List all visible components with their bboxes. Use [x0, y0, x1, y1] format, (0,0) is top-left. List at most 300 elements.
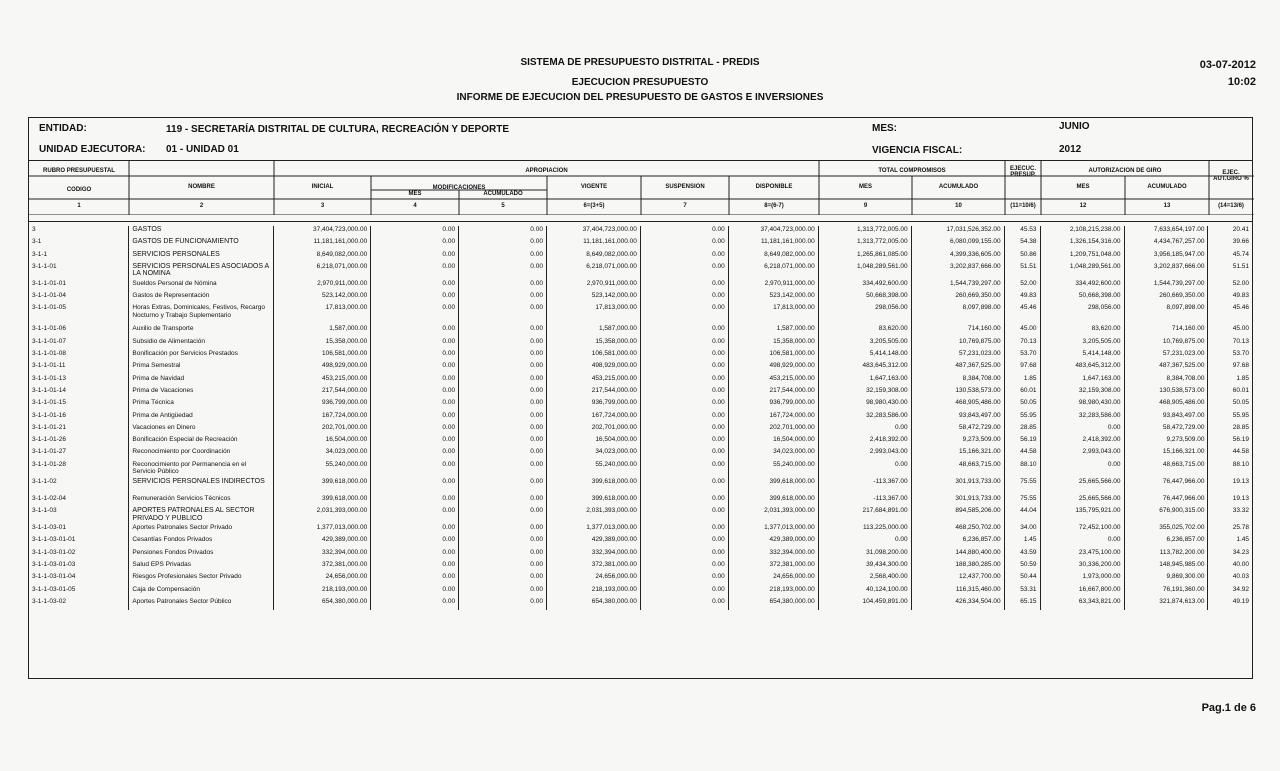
cell-value: 355,025,702.00	[1124, 524, 1208, 536]
num-1: 1	[77, 203, 81, 209]
cell-value: 1.85	[1208, 375, 1252, 387]
cell-value: 0.00	[371, 251, 459, 263]
cell-nombre: Prima Técnica	[129, 399, 274, 411]
cell-value: 9,273,509.00	[911, 436, 1004, 448]
inicial-header: INICIAL	[311, 184, 334, 190]
num-6: 6=(3+5)	[583, 203, 605, 209]
cell-value: 93,843,497.00	[911, 412, 1004, 424]
vigente-header: VIGENTE	[580, 184, 608, 190]
cell-value: 75.55	[1004, 478, 1040, 495]
cell-value: 50.05	[1004, 399, 1040, 411]
table-row	[29, 338, 1252, 350]
entidad-label: ENTIDAD:	[39, 123, 87, 134]
cell-value: 936,799,000.00	[546, 399, 640, 411]
cell-value: 32,283,586.00	[818, 412, 911, 424]
cell-value: 1,326,154,316.00	[1040, 238, 1124, 250]
cell-value: 0.00	[459, 424, 547, 436]
cell-value: 53.31	[1004, 586, 1040, 598]
table-row	[29, 436, 1252, 448]
cell-value: 15,358,000.00	[728, 338, 818, 350]
cell-value: 97.68	[1208, 362, 1252, 374]
cell-value: 19.13	[1208, 478, 1252, 495]
cell-value: 0.00	[640, 561, 728, 573]
cell-value: 217,684,891.00	[818, 507, 911, 524]
cell-value: 50,668,398.00	[818, 292, 911, 304]
cell-value: 399,618,000.00	[274, 478, 371, 495]
cell-value: 6,218,071,000.00	[546, 263, 640, 280]
cell-nombre: Reconocimiento por Coordinación	[129, 448, 274, 460]
cell-codigo: 3-1-1-01-01	[32, 279, 66, 287]
cell-value: 0.00	[371, 424, 459, 436]
cell-value: 17,031,526,352.00	[911, 226, 1004, 238]
cell-value: 0.00	[371, 561, 459, 573]
cell-value: 0.00	[459, 536, 547, 548]
cell-value: 45.00	[1208, 325, 1252, 337]
cell-value: 0.00	[640, 226, 728, 238]
table-row	[29, 495, 1252, 507]
cell-value: 429,389,000.00	[546, 536, 640, 548]
cell-nombre: Remuneración Servicios Técnicos	[129, 495, 274, 507]
cell-value: 0.00	[459, 387, 547, 399]
cell-value: 0.00	[640, 325, 728, 337]
cell-value: 6,218,071,000.00	[274, 263, 371, 280]
cell-value: 218,193,000.00	[274, 586, 371, 598]
cell-value: 0.00	[371, 448, 459, 460]
cell-value: 148,945,985.00	[1124, 561, 1208, 573]
ejec-presup-header: EJECUC. PRESUP.	[1009, 166, 1036, 178]
cell-value: 0.00	[459, 524, 547, 536]
table-row	[29, 524, 1252, 536]
cell-value: 106,581,000.00	[546, 350, 640, 362]
cell-value: 51.51	[1208, 263, 1252, 280]
cell-value: 98,980,430.00	[818, 399, 911, 411]
cell-value: 5,414,148.00	[1040, 350, 1124, 362]
cell-value: 34,023,000.00	[274, 448, 371, 460]
cell-value: 487,367,525.00	[1124, 362, 1208, 374]
cell-value: 76,447,966.00	[1124, 478, 1208, 495]
cell-value: 16,504,000.00	[728, 436, 818, 448]
cell-value: 0.00	[371, 292, 459, 304]
cell-value: 217,544,000.00	[274, 387, 371, 399]
cell-value: 0.00	[371, 436, 459, 448]
cell-value: 0.00	[1040, 536, 1124, 548]
cell-value: 56.19	[1208, 436, 1252, 448]
cell-codigo: 3-1-1-03-01-04	[32, 573, 76, 581]
cell-value: 1,209,751,048.00	[1040, 251, 1124, 263]
cell-value: 48,663,715.00	[911, 461, 1004, 478]
cell-codigo: 3-1-1-01	[32, 262, 57, 270]
cell-value: 714,160.00	[1124, 325, 1208, 337]
cell-nombre: GASTOS	[129, 226, 274, 238]
cell-value: 1,587,000.00	[274, 325, 371, 337]
cell-value: 106,581,000.00	[274, 350, 371, 362]
cell-value: 9,273,509.00	[1124, 436, 1208, 448]
cell-value: 17,813,000.00	[274, 304, 371, 325]
cell-value: 167,724,000.00	[546, 412, 640, 424]
vigencia-label: VIGENCIA FISCAL:	[872, 145, 963, 156]
cell-value: 0.00	[1040, 461, 1124, 478]
cell-nombre: Subsidio de Alimentación	[129, 338, 274, 350]
cell-value: 0.00	[371, 399, 459, 411]
cell-value: 0.00	[371, 549, 459, 561]
cell-codigo: 3	[32, 226, 36, 233]
cell-value: 55.95	[1004, 412, 1040, 424]
cell-value: 2,970,911,000.00	[546, 280, 640, 292]
cell-value: 334,492,600.00	[1040, 280, 1124, 292]
cell-value: 453,215,000.00	[546, 375, 640, 387]
cell-value: 523,142,000.00	[546, 292, 640, 304]
cell-value: 24,656,000.00	[728, 573, 818, 585]
table-row	[29, 561, 1252, 573]
cell-value: 39,434,300.00	[818, 561, 911, 573]
cell-value: 76,191,360.00	[1124, 586, 1208, 598]
cell-value: 49.83	[1208, 292, 1252, 304]
cell-value: -113,367.00	[818, 478, 911, 495]
cell-value: 15,358,000.00	[546, 338, 640, 350]
cell-value: 50,668,398.00	[1040, 292, 1124, 304]
cell-value: 0.00	[640, 399, 728, 411]
cell-value: 32,159,308.00	[818, 387, 911, 399]
cell-value: 936,799,000.00	[274, 399, 371, 411]
cell-value: 0.00	[640, 436, 728, 448]
report-date: 03-07-2012	[1199, 59, 1256, 71]
cell-value: 1,647,163.00	[1040, 375, 1124, 387]
cell-value: 57,231,023.00	[911, 350, 1004, 362]
cell-nombre: Cesantías Fondos Privados	[129, 536, 274, 548]
cell-value: 8,097,898.00	[1124, 304, 1208, 325]
cell-nombre: Bonificación por Servicios Prestados	[129, 350, 274, 362]
autorizacion-header: AUTORIZACION DE GIRO	[1088, 168, 1162, 174]
cell-value: 0.00	[371, 573, 459, 585]
cell-value: 676,900,315.00	[1124, 507, 1208, 524]
cell-value: 487,367,525.00	[911, 362, 1004, 374]
cell-value: 0.00	[459, 507, 547, 524]
cell-value: 0.00	[371, 280, 459, 292]
cell-value: 135,795,921.00	[1040, 507, 1124, 524]
cell-codigo: 3-1-1-03-01-02	[32, 548, 76, 556]
cell-value: 8,384,708.00	[1124, 375, 1208, 387]
cell-value: 0.00	[640, 524, 728, 536]
cell-value: 1,265,861,085.00	[818, 251, 911, 263]
cell-value: 0.00	[459, 251, 547, 263]
cell-value: 8,649,082,000.00	[274, 251, 371, 263]
cell-nombre: Prima de Antigüedad	[129, 412, 274, 424]
cell-value: 0.00	[640, 251, 728, 263]
cell-value: 49.19	[1208, 598, 1252, 610]
cell-value: 98,980,430.00	[1040, 399, 1124, 411]
cell-value: 1,313,772,005.00	[818, 238, 911, 250]
cell-value: 399,618,000.00	[546, 478, 640, 495]
cell-value: 0.00	[1040, 424, 1124, 436]
cell-value: 399,618,000.00	[274, 495, 371, 507]
cell-codigo: 3-1-1-03-01	[32, 524, 66, 532]
table-row	[29, 598, 1252, 610]
cell-value: 1,544,739,297.00	[1124, 280, 1208, 292]
cell-value: 0.00	[371, 304, 459, 325]
cell-value: 60.01	[1208, 387, 1252, 399]
cell-value: 32,159,308.00	[1040, 387, 1124, 399]
cell-value: 0.00	[459, 399, 547, 411]
cell-value: 0.00	[371, 495, 459, 507]
cell-value: 58,472,729.00	[911, 424, 1004, 436]
disponible-header: DISPONIBLE	[755, 184, 793, 190]
cell-value: 332,394,000.00	[728, 549, 818, 561]
cell-value: 37,404,723,000.00	[728, 226, 818, 238]
cell-value: 0.00	[640, 375, 728, 387]
cell-value: 72,452,100.00	[1040, 524, 1124, 536]
header-grid-lines	[29, 160, 1254, 215]
num-11: (11=10/6)	[1010, 203, 1036, 209]
cell-value: 3,956,185,947.00	[1124, 251, 1208, 263]
cell-nombre: SERVICIOS PERSONALES	[129, 251, 274, 263]
cell-value: 301,913,733.00	[911, 478, 1004, 495]
cell-value: 0.00	[371, 362, 459, 374]
cell-value: 0.00	[459, 412, 547, 424]
cell-value: 167,724,000.00	[728, 412, 818, 424]
cell-value: 3,205,505.00	[818, 338, 911, 350]
mes-label: MES:	[872, 123, 897, 134]
cell-value: 426,334,504.00	[911, 598, 1004, 610]
cell-value: 24,656,000.00	[274, 573, 371, 585]
cell-value: 334,492,600.00	[818, 280, 911, 292]
cell-value: 0.00	[459, 561, 547, 573]
budget-table	[29, 226, 1252, 610]
table-row	[29, 412, 1252, 424]
cell-value: 0.00	[640, 424, 728, 436]
cell-value: 106,581,000.00	[728, 350, 818, 362]
cell-nombre: Prima de Vacaciones	[129, 387, 274, 399]
cell-value: 0.00	[640, 263, 728, 280]
cell-value: 37,404,723,000.00	[274, 226, 371, 238]
apropiacion-header: APROPIACION	[525, 168, 568, 174]
cell-value: 2,993,043.00	[818, 448, 911, 460]
cell-value: 34.23	[1208, 549, 1252, 561]
cell-value: 34,023,000.00	[728, 448, 818, 460]
report-time: 10:02	[1227, 76, 1256, 88]
cell-value: 714,160.00	[911, 325, 1004, 337]
cell-value: 0.00	[640, 598, 728, 610]
cell-value: 144,880,400.00	[911, 549, 1004, 561]
cell-value: 39.66	[1208, 238, 1252, 250]
comp-acumulado-header: ACUMULADO	[938, 184, 979, 190]
cell-value: 218,193,000.00	[546, 586, 640, 598]
cell-value: 0.00	[371, 263, 459, 280]
cell-value: 33.32	[1208, 507, 1252, 524]
cell-value: 0.00	[459, 586, 547, 598]
cell-value: 0.00	[371, 338, 459, 350]
cell-value: 0.00	[459, 375, 547, 387]
cell-value: 23,475,100.00	[1040, 549, 1124, 561]
cell-nombre: Auxilio de Transporte	[129, 325, 274, 337]
cell-value: 399,618,000.00	[546, 495, 640, 507]
cell-value: 0.00	[371, 524, 459, 536]
cell-value: 332,394,000.00	[274, 549, 371, 561]
cell-codigo: 3-1-1-03-01-05	[32, 585, 76, 593]
cell-value: 53.70	[1004, 350, 1040, 362]
table-row	[29, 362, 1252, 374]
cell-value: 25.78	[1208, 524, 1252, 536]
cell-value: 202,701,000.00	[728, 424, 818, 436]
cell-value: 40.03	[1208, 573, 1252, 585]
cell-value: 16,504,000.00	[274, 436, 371, 448]
cell-value: 202,701,000.00	[274, 424, 371, 436]
cell-nombre: Prima Semestral	[129, 362, 274, 374]
cell-value: 0.00	[640, 461, 728, 478]
cell-value: 1.85	[1004, 375, 1040, 387]
mod-mes-header: MES	[408, 191, 422, 197]
report-title: INFORME DE EJECUCION DEL PRESUPUESTO DE GASTOS E INVERSIONES	[456, 92, 824, 103]
entidad-value: 119 - SECRETARÍA DISTRITAL DE CULTURA, RECREACIÓN Y DEPORTE	[166, 124, 510, 135]
cell-nombre: Riesgos Profesionales Sector Privado	[129, 573, 274, 585]
cell-value: 2,108,215,238.00	[1040, 226, 1124, 238]
cell-value: 453,215,000.00	[728, 375, 818, 387]
num-13: 13	[1163, 203, 1171, 209]
cell-nombre: Salud EPS Privadas	[129, 561, 274, 573]
cell-codigo: 3-1-1-01-08	[32, 350, 66, 358]
cell-value: 0.00	[371, 478, 459, 495]
cell-value: 188,380,285.00	[911, 561, 1004, 573]
num-3: 3	[320, 203, 325, 209]
table-row	[29, 549, 1252, 561]
cell-value: 468,905,486.00	[1124, 399, 1208, 411]
cell-codigo: 3-1-1-03	[32, 507, 57, 515]
cell-value: 0.00	[640, 238, 728, 250]
num-2: 2	[199, 203, 204, 209]
cell-value: 8,649,082,000.00	[728, 251, 818, 263]
cell-value: 63,343,821.00	[1040, 598, 1124, 610]
cell-value: 8,097,898.00	[911, 304, 1004, 325]
cell-value: 3,202,837,666.00	[911, 263, 1004, 280]
cell-value: 654,380,000.00	[274, 598, 371, 610]
rubro-header: RUBRO PRESUPUESTAL	[43, 168, 115, 174]
table-row	[29, 461, 1252, 478]
ejec-aut-header: EJEC. AUT.GIRO %	[1213, 170, 1249, 182]
cell-value: 10,769,875.00	[1124, 338, 1208, 350]
num-10: 10	[955, 203, 962, 209]
cell-value: 0.00	[459, 461, 547, 478]
cell-value: 0.00	[459, 573, 547, 585]
cell-value: 88.10	[1004, 461, 1040, 478]
cell-value: 52.00	[1208, 280, 1252, 292]
cell-value: 53.70	[1208, 350, 1252, 362]
cell-value: 6,218,071,000.00	[728, 263, 818, 280]
cell-value: 6,236,857.00	[1124, 536, 1208, 548]
cell-value: 0.00	[459, 226, 547, 238]
cell-value: 25,665,566.00	[1040, 478, 1124, 495]
cell-value: 1,587,000.00	[546, 325, 640, 337]
cell-value: 0.00	[640, 350, 728, 362]
cell-value: 1,377,013,000.00	[274, 524, 371, 536]
cell-value: 104,459,891.00	[818, 598, 911, 610]
cell-value: 45.46	[1208, 304, 1252, 325]
cell-value: 34.92	[1208, 586, 1252, 598]
cell-codigo: 3-1-1-03-01-03	[32, 560, 76, 568]
cell-nombre: Gastos de Representación	[129, 292, 274, 304]
table-row	[29, 263, 1252, 280]
cell-value: 130,538,573.00	[911, 387, 1004, 399]
cell-value: 2,993,043.00	[1040, 448, 1124, 460]
table-row	[29, 478, 1252, 495]
cell-value: 57,231,023.00	[1124, 350, 1208, 362]
cell-value: 167,724,000.00	[274, 412, 371, 424]
cell-value: 0.00	[459, 362, 547, 374]
cell-nombre: Prima de Navidad	[129, 375, 274, 387]
cell-value: 0.00	[459, 448, 547, 460]
cell-value: 0.00	[459, 280, 547, 292]
cell-value: -113,367.00	[818, 495, 911, 507]
cell-value: 217,544,000.00	[728, 387, 818, 399]
cell-nombre: Reconocimiento por Permanencia en el Servicio Público	[129, 461, 274, 478]
cell-value: 44.58	[1208, 448, 1252, 460]
cell-codigo: 3-1-1-02-04	[32, 494, 66, 502]
cell-value: 523,142,000.00	[728, 292, 818, 304]
cell-value: 5,414,148.00	[818, 350, 911, 362]
cell-value: 2,031,393,000.00	[274, 507, 371, 524]
cell-nombre: APORTES PATRONALES AL SECTOR PRIVADO Y PUBLICO	[129, 507, 274, 524]
cell-value: 83,620.00	[818, 325, 911, 337]
table-row	[29, 280, 1252, 292]
cell-value: 28.85	[1208, 424, 1252, 436]
table-row	[29, 424, 1252, 436]
cell-value: 43.59	[1004, 549, 1040, 561]
cell-value: 50.44	[1004, 573, 1040, 585]
cell-value: 12,437,700.00	[911, 573, 1004, 585]
cell-value: 0.00	[640, 362, 728, 374]
cell-value: 399,618,000.00	[728, 478, 818, 495]
cell-value: 83,620.00	[1040, 325, 1124, 337]
body-top-line	[29, 221, 1252, 222]
cell-codigo: 3-1-1-01-26	[32, 436, 66, 444]
cell-value: 260,669,350.00	[911, 292, 1004, 304]
cell-value: 1,587,000.00	[728, 325, 818, 337]
cell-value: 17,813,000.00	[728, 304, 818, 325]
cell-value: 468,905,486.00	[911, 399, 1004, 411]
table-row	[29, 387, 1252, 399]
cell-value: 0.00	[640, 412, 728, 424]
cell-nombre: Bonificación Especial de Recreación	[129, 436, 274, 448]
cell-value: 0.00	[818, 461, 911, 478]
table-row	[29, 507, 1252, 524]
modificaciones-header: MODIFICACIONES	[432, 185, 486, 191]
cell-value: 0.00	[459, 338, 547, 350]
table-row	[29, 292, 1252, 304]
cell-value: 28.85	[1004, 424, 1040, 436]
cell-value: 6,236,857.00	[911, 536, 1004, 548]
cell-value: 45.53	[1004, 226, 1040, 238]
cell-value: 894,585,206.00	[911, 507, 1004, 524]
cell-value: 1,313,772,005.00	[818, 226, 911, 238]
cell-value: 429,389,000.00	[728, 536, 818, 548]
cell-value: 483,645,312.00	[1040, 362, 1124, 374]
cell-nombre: Sueldos Personal de Nómina	[129, 280, 274, 292]
cell-value: 0.00	[371, 350, 459, 362]
cell-value: 55,240,000.00	[546, 461, 640, 478]
cell-codigo: 3-1-1-01-27	[32, 448, 66, 456]
mod-acumulado-header: ACUMULADO	[483, 191, 523, 197]
cell-value: 0.00	[459, 263, 547, 280]
cell-nombre: Horas Extras, Dominicales, Festivos, Recargo Nocturno y Trabajo Suplementario	[129, 304, 274, 325]
cell-value: 10,769,875.00	[911, 338, 1004, 350]
cell-codigo: 3-1-1-01-11	[32, 362, 66, 370]
table-row	[29, 448, 1252, 460]
num-14: (14=13/6)	[1218, 203, 1244, 209]
cell-value: 0.00	[459, 350, 547, 362]
cell-codigo: 3-1-1-01-15	[32, 399, 66, 407]
cell-nombre: Pensiones Fondos Privados	[129, 549, 274, 561]
nombre-header: NOMBRE	[188, 184, 215, 190]
cell-value: 202,701,000.00	[546, 424, 640, 436]
cell-value: 1,973,000.00	[1040, 573, 1124, 585]
